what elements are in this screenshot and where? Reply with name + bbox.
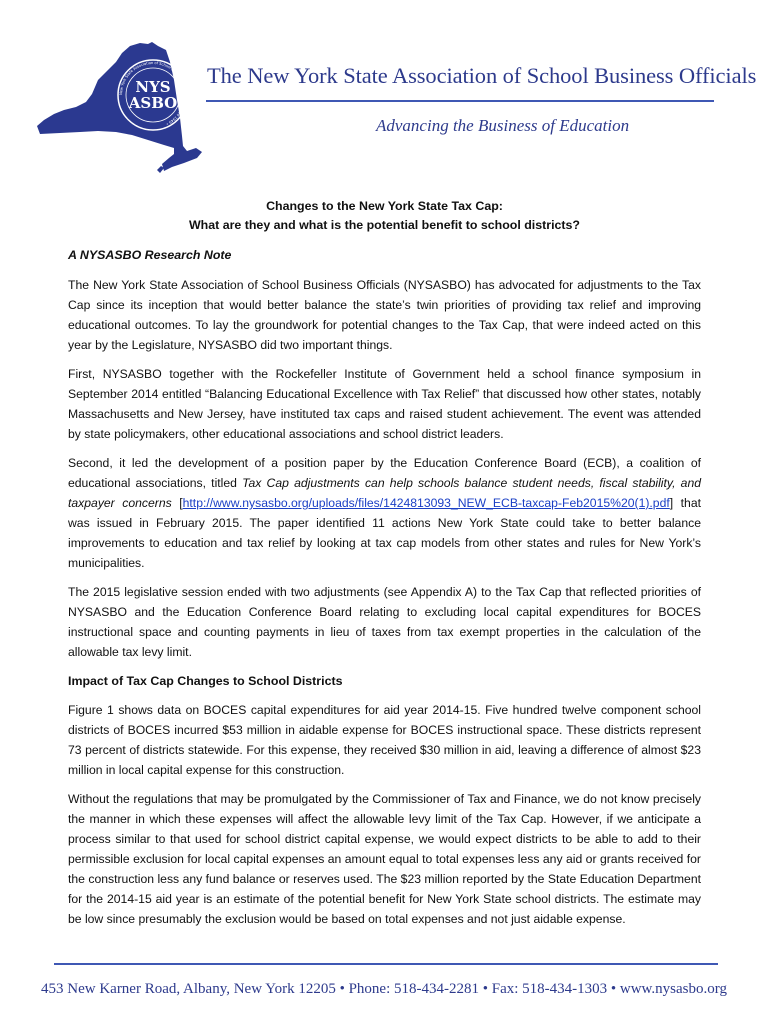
document-title-line-1: Changes to the New York State Tax Cap: xyxy=(266,199,503,213)
document-body xyxy=(68,197,701,929)
seal-ring-text: New York State Association of School Business Officials • Founded 1949 • xyxy=(118,60,188,126)
position-paper-title: Tax Cap adjustments can help schools balance student needs, fiscal stability, and taxpayer concerns xyxy=(68,476,701,510)
research-note-label: A NYSASBO Research Note xyxy=(68,248,232,262)
organization-name: The New York State Association of School Business Officials xyxy=(207,63,757,88)
seal-initials-top: NYS xyxy=(135,78,171,96)
paragraph-legislative-session: The 2015 legislative session ended with two adjustments (see Appendix A) to the Tax Cap that reflected priorities of NYSASBO and the Education Conference Board relating to excluding local capital expenditures for BOCES instructional space and counting payments in lieu of taxes from tax exempt properties in the calculation of the allowable tax levy limit. xyxy=(68,585,701,659)
section-heading-impact: Impact of Tax Cap Changes to School Districts xyxy=(68,674,343,688)
document-title-line-2: What are they and what is the potential benefit to school districts? xyxy=(188,218,581,232)
paragraph-advocacy: The New York State Association of School Business Officials (NYSASBO) has advocated for adjustments to the Tax Cap since its inception that would better balance the state’s twin priorities of providing tax relief and improving educational outcomes. To lay the groundwork for potential changes to the Tax Cap, that were indeed acted on this year by the Legislature, NYSASBO did two important things. xyxy=(68,278,701,352)
position-paper-intro: Second, it led the development of a position paper by the Education Conference Board (ECB), a coalition of educational associations, titled xyxy=(68,456,701,490)
document-title xyxy=(68,197,701,235)
paragraph-position-paper xyxy=(68,453,701,573)
header-divider xyxy=(206,100,714,102)
position-paper-details: that was issued in February 2015. The paper identified 11 actions New York State could take to better balance improvements to education and tax relief by looking at tax cap models from other states and rules for New York’s municipalities. xyxy=(68,496,701,570)
link-bracket-close: ] xyxy=(669,496,674,510)
organization-tagline: Advancing the Business of Education xyxy=(376,116,630,135)
position-paper-link[interactable]: http://www.nysasbo.org/uploads/files/1424813093_NEW_ECB-taxcap-Feb2015%20(1).pdf xyxy=(182,496,670,510)
footer-divider xyxy=(54,963,718,965)
link-bracket-open: [ xyxy=(171,496,183,510)
paragraph-regulations: Without the regulations that may be promulgated by the Commissioner of Tax and Finance, we do not know precisely the manner in which these expenses will affect the allowable levy limit of the Tax Cap. However, if we anticipate a process similar to that used for school district capital expense, we would expect districts to be able to add to their permissible exclusion for local capital expenses an amount equal to total expenses less any aid or grants received for the construction less any fund balance or reserves used. The $23 million reported by the State Education Department for the 2014-15 aid year is an estimate of the potential benefit for New York State school districts. The estimate may be low since presumably the exclusion would be based on total expenses and not just aidable expense. xyxy=(68,792,701,926)
footer-address: 453 New Karner Road, Albany, New York 12205 • Phone: 518-434-2281 • Fax: 518-434-1303 • www.nysasbo.org xyxy=(41,981,727,997)
new-york-state-map-logo xyxy=(36,40,206,174)
seal-initials-bottom: ASBO xyxy=(128,94,178,112)
paragraph-symposium: First, NYSASBO together with the Rockefeller Institute of Government held a school finance symposium in September 2014 entitled “Balancing Educational Excellence with Tax Relief” that discussed how other states, notably Massachusetts and New Jersey, have instituted tax caps and raised student achievement. The event was attended by state policymakers, other educational associations and school district leaders. xyxy=(68,367,701,441)
paragraph-figure-1: Figure 1 shows data on BOCES capital expenditures for aid year 2014-15. Five hundred twelve component school districts of BOCES incurred $53 million in aidable expense for BOCES instructional space. These districts represent 73 percent of districts statewide. For this expense, they received $30 million in aid, leaving a difference of almost $23 million in local capital expense for this construction. xyxy=(68,703,701,777)
